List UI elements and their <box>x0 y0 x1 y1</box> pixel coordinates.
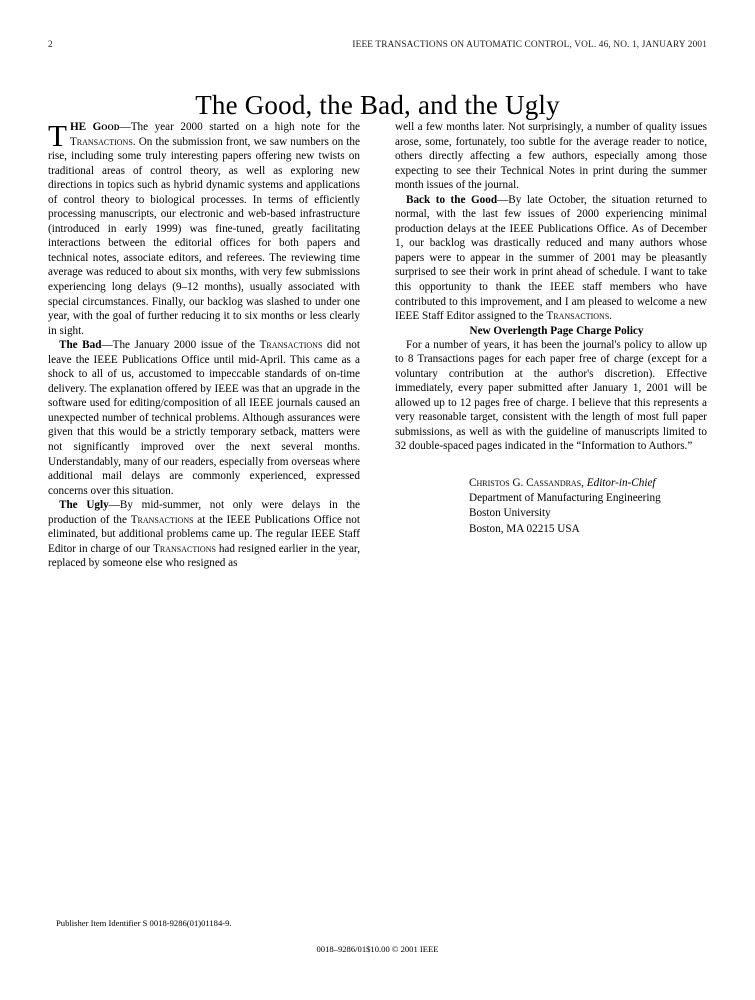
lead-in-back-to-the-good: Back to the Good <box>406 193 498 206</box>
paragraph-the-bad <box>48 338 360 498</box>
body-column-left <box>48 120 360 571</box>
copyright-line: 0018–9286/01$10.00 © 2001 IEEE <box>316 944 439 954</box>
body-column-right <box>395 120 707 537</box>
para-the-good-text-b: . On the submission front, we saw numbers on the rise, including some truly interesting papers offering new twists on traditional areas of control theory, as well as exploring new directions in topics such as hybrid dynamic systems and applications of control theory to biological processes. In terms of efficiently processing manuscripts, our electronic and web-based infrastructure (introduced in early 1999) was fine-tuned, greatly facilitating interactions between the editorial offices for both papers and technical notes, associate editors, and referees. The reviewing time average was reduced to about six months, with very few submissions experiencing long delays (9–12 months), usually associated with special circumstances. Finally, our backlog was slashed to under one year, with the goal of further reducing it to six months or less clearly in sight. <box>48 135 360 337</box>
paragraph-the-good <box>48 120 360 338</box>
smallcaps-transactions: Transactions <box>130 513 194 526</box>
lead-in-the-good: HE Good <box>69 121 120 133</box>
para-the-good-text-a: —The year 2000 started on a high note for the <box>119 121 361 133</box>
para-the-bad-text-a: —The January 2000 issue of the <box>101 339 260 352</box>
signature-name-line <box>469 476 707 491</box>
smallcaps-transactions: Transactions <box>69 135 133 148</box>
para-the-bad-text-b: did not leave the IEEE Publications Office until mid-April. This came as a shock to all of us, accustomed to impeccable standards of on-time delivery. The explanation offered by IEEE was that an upgrade in the software used for editing/composition of all IEEE journals caused an unexpected number of technical problems. Although assurances were given that this would be a strictly temporary setback, matters were not significantly improved over the next several months. Understandably, many of our readers, especially from overseas where additional mail delays are commonly experienced, expressed concerns over this situation. <box>48 339 361 497</box>
page-title: The Good, the Bad, and the Ugly <box>195 90 560 121</box>
para-back-text-b: . <box>609 310 613 323</box>
page-number: 2 <box>48 40 53 50</box>
signatory-role: , Editor-in-Chief <box>581 477 656 490</box>
signature-block <box>469 476 707 537</box>
section-heading-page-charge-policy: New Overlength Page Charge Policy <box>469 324 644 337</box>
drop-cap: T <box>48 118 67 153</box>
lead-in-the-ugly: The Ugly <box>59 499 109 512</box>
paragraph-back-to-the-good <box>395 193 707 324</box>
signatory-department: Department of Manufacturing Engineering <box>469 492 661 505</box>
smallcaps-transactions: Transactions <box>259 339 323 352</box>
signatory-address: Boston, MA 02215 USA <box>469 522 580 535</box>
publisher-item-identifier: Publisher Item Identifier S 0018-9286(01)01184-9. <box>56 918 232 928</box>
para-the-ugly-text-c: had resigned earlier in the year, replaced by someone else who resigned as <box>48 542 360 570</box>
lead-in-the-bad: The Bad <box>59 339 102 352</box>
paragraph-page-charge-policy: For a number of years, it has been the journal's policy to allow up to 8 Transactions pages for each paper free of charge (except for a voluntary contribution at the author's discretion). Effective immediately, every paper submitted after January 1, 2001 will be allowed up to 12 pages free of charge. I believe that this represents a very reasonable target, consistent with the length of most full paper submissions, as well as with the guideline of manuscripts limited to 32 double-spaced pages indicated in the “Information to Authors.” <box>395 338 707 453</box>
paragraph-the-ugly <box>48 498 360 571</box>
signatory-institution: Boston University <box>469 507 551 520</box>
signatory-name: Christos G. Cassandras <box>469 477 582 490</box>
smallcaps-transactions: Transactions <box>546 310 610 323</box>
para-back-text-a: —By late October, the situation returned to normal, with the last few issues of 2000 experiencing minimal production delays at the IEEE Publications Office. As of December 1, our backlog was drastically reduced and many authors whose papers were to appear in the summer of 2001 may be pleasantly surprised to see their work in print ahead of schedule. I want to take this opportunity to thank the IEEE staff members who have contributed to this improvement, and I am pleased to welcome a new IEEE Staff Editor assigned to the <box>395 193 707 323</box>
journal-running-title: IEEE TRANSACTIONS ON AUTOMATIC CONTROL, VOL. 46, NO. 1, JANUARY 2001 <box>352 40 707 50</box>
smallcaps-transactions: Transactions <box>153 542 216 555</box>
running-head <box>48 38 707 52</box>
paragraph-continuation: well a few months later. Not surprisingly, a number of quality issues arose, some, fortunately, too subtle for the average reader to notice, others directly affecting a few authors, especially among those expecting to see their Technical Notes in print during the summer month issues of the journal. <box>395 121 707 192</box>
para-the-ugly-text-b: at the IEEE Publications Office not eliminated, but additional problems came up. The regular IEEE Staff Editor in charge of our <box>48 513 360 555</box>
para-the-ugly-text-a: —By mid-summer, not only were delays in the production of the <box>48 499 361 526</box>
